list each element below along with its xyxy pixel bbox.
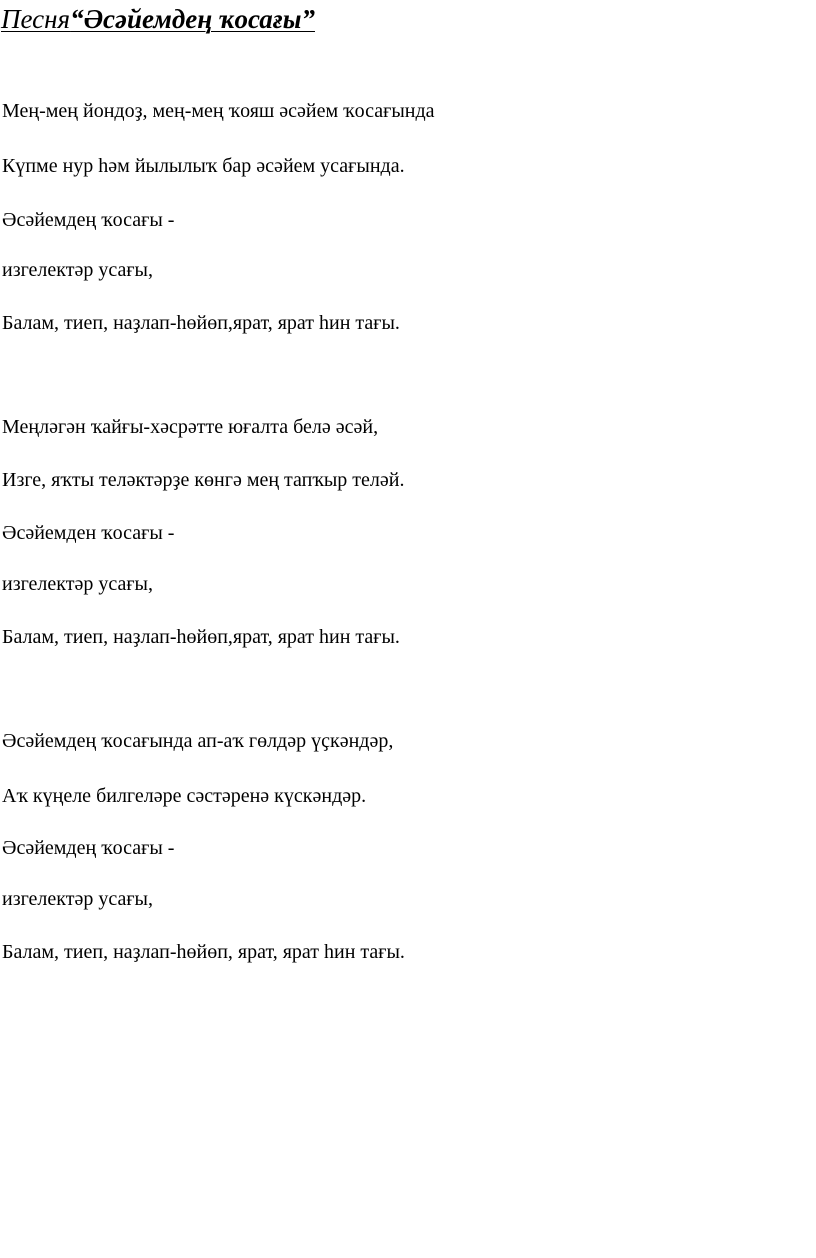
verse-1-line-1: Мең-мең йондоҙ, мең-мең ҡояш әсәйем ҡосағында [2,100,435,122]
verse-3-line-3: Әсәйемдең ҡосағы - [2,837,175,859]
verse-2-line-5: Балам, тиеп, наҙлап-һөйөп,ярат, ярат һин тағы. [2,626,400,648]
title-prefix: Песня [1,4,71,34]
title-name: “Әсәйемдең ҡосағы” [70,4,315,34]
verse-3-line-4: изгелектәр усағы, [2,888,153,910]
verse-1-line-3: Әсәйемдең ҡосағы - [2,209,175,231]
verse-1-line-4: изгелектәр усағы, [2,259,153,281]
verse-2-line-3: Әсәйемден ҡосағы - [2,522,175,544]
verse-3-line-2: Аҡ күңеле билгеләре сәстәренә күскәндәр. [2,785,367,807]
verse-1-line-2: Күпме нур һәм йылылыҡ бар әсәйем усағында. [2,155,405,177]
verse-3-line-5: Балам, тиеп, наҙлап-һөйөп, ярат, ярат һин тағы. [2,941,405,963]
verse-2-line-2: Изге, яҡты теләктәрҙе көнгә мең тапҡыр теләй. [2,469,405,491]
song-title [1,2,315,36]
verse-2-line-4: изгелектәр усағы, [2,573,153,595]
verse-2-line-1: Меңләгән ҡайғы-хәсрәтте юғалта белә әсәй, [2,416,379,438]
verse-1-line-5: Балам, тиеп, наҙлап-һөйөп,ярат, ярат һин тағы. [2,312,400,334]
verse-3-line-1: Әсәйемдең ҡосағында ап-аҡ гөлдәр үҫкәндәр, [2,730,394,752]
